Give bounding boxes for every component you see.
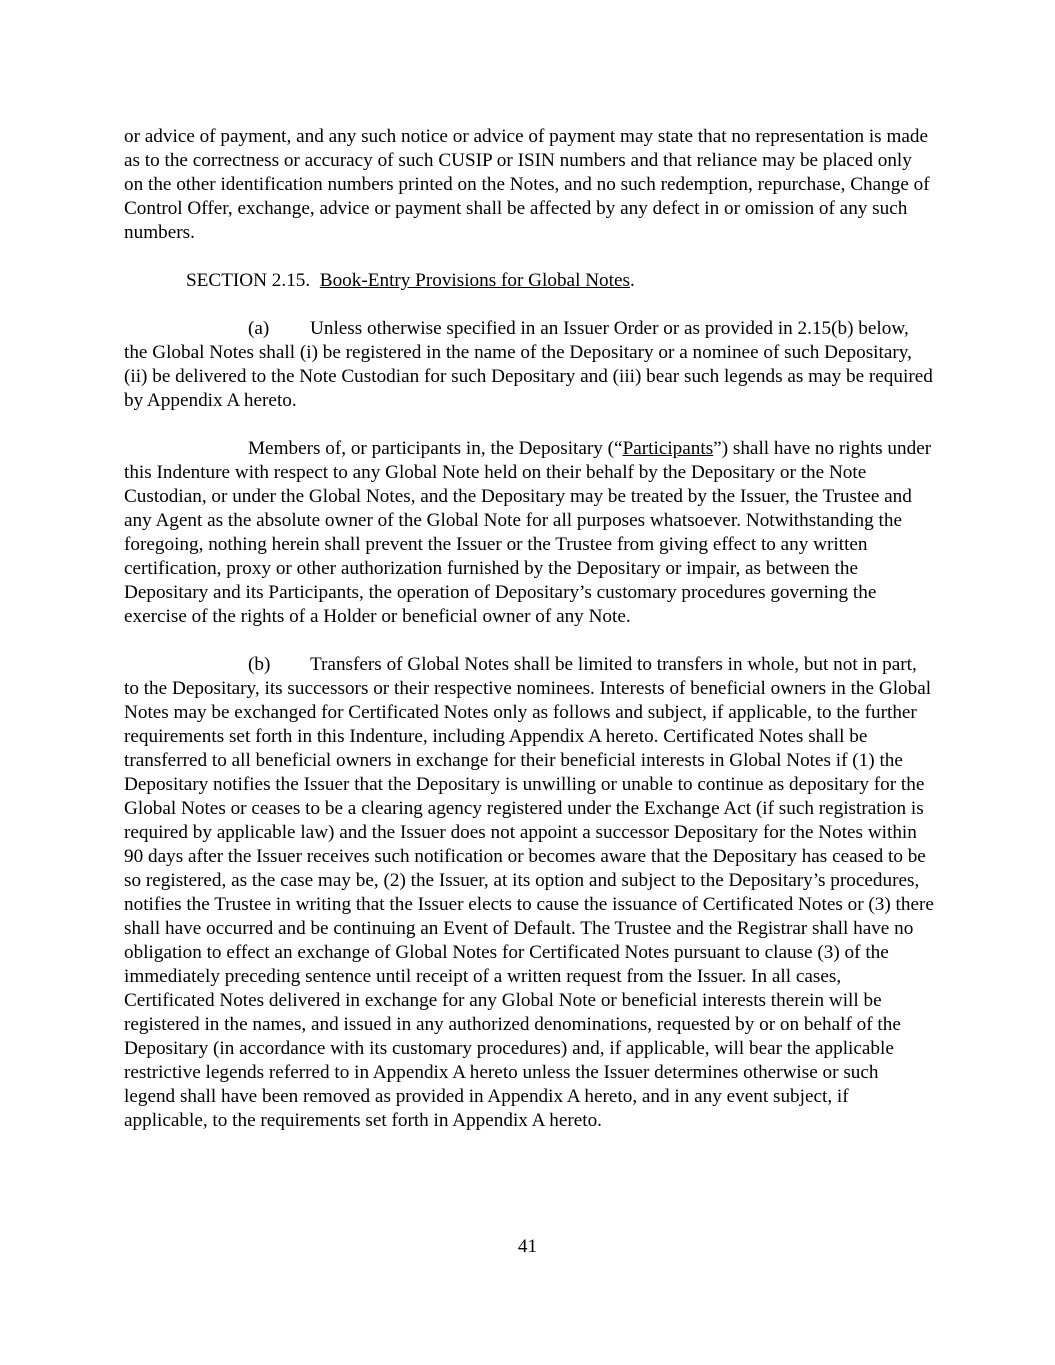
page-number: 41 bbox=[517, 1236, 538, 1257]
subsection-a-text: Unless otherwise specified in an Issuer Order or as provided in 2.15(b) below, the Global Notes shall (i) be registered in the name of the Depositary or a nominee of such Depositary, (ii) be delivered to the Note Custodian for such Depositary and (iii) bear such legends as may be required by Appendix A hereto. bbox=[124, 318, 933, 411]
section-number: SECTION 2.15. bbox=[186, 270, 311, 291]
subsection-a bbox=[124, 317, 934, 413]
section-heading bbox=[124, 269, 934, 293]
subsection-b bbox=[124, 653, 934, 1133]
participants-text-after: ”) shall have no rights under this Indenture with respect to any Global Note held on their behalf by the Depositary or the Note Custodian, or under the Global Notes, and the Depositary may be treated by the Issuer, the Trustee and any Agent as the absolute owner of the Global Note for all purposes whatsoever. Notwithstanding the foregoing, nothing herein shall prevent the Issuer or the Trustee from giving effect to any written certification, proxy or other authorization furnished by the Depositary or impair, as between the Depositary and its Participants, the operation of Depositary’s customary procedures governing the exercise of the rights of a Holder or beneficial owner of any Note. bbox=[124, 438, 932, 627]
participants-text-before: Members of, or participants in, the Depositary (“ bbox=[248, 438, 623, 459]
subsection-b-marker: (b) bbox=[248, 654, 271, 675]
subsection-b-text: Transfers of Global Notes shall be limited to transfers in whole, but not in part, to the Depositary, its successors or their respective nominees. Interests of beneficial owners in the Global Notes may be exchanged for Certificated Notes only as follows and subject, if applicable, to the further requirements set forth in this Indenture, including Appendix A hereto. Certificated Notes shall be transferred to all beneficial owners in exchange for their beneficial interests in Global Notes if (1) the Depositary notifies the Issuer that the Depositary is unwilling or unable to continue as depositary for the Global Notes or ceases to be a clearing agency registered under the Exchange Act (if such registration is required by applicable law) and the Issuer does not appoint a successor Depositary for the Notes within 90 days after the Issuer receives such notification or becomes aware that the Depositary has ceased to be so registered, as the case may be, (2) the Issuer, at its option and subject to the Depositary’s procedures, notifies the Trustee in writing that the Issuer elects to cause the issuance of Certificated Notes or (3) there shall have occurred and be continuing an Event of Default. The Trustee and the Registrar shall have no obligation to effect an exchange of Global Notes for Certificated Notes pursuant to clause (3) of the immediately preceding sentence until receipt of a written request from the Issuer. In all cases, Certificated Notes delivered in exchange for any Global Note or beneficial interests therein will be registered in the names, and issued in any authorized denominations, requested by or on behalf of the Depositary (in accordance with its customary procedures) and, if applicable, will bear the applicable restrictive legends referred to in Appendix A hereto unless the Issuer determines otherwise or such legend shall have been removed as provided in Appendix A hereto, and in any event subject, if applicable, to the requirements set forth in Appendix A hereto. bbox=[124, 654, 934, 1131]
continued-paragraph: or advice of payment, and any such notice or advice of payment may state that no representation is made as to the correctness or accuracy of such CUSIP or ISIN numbers and that reliance may be placed only on the other identification numbers printed on the Notes, and no such redemption, repurchase, Change of Control Offer, exchange, advice or payment shall be affected by any defect in or omission of any such numbers. bbox=[124, 126, 930, 243]
document-page bbox=[124, 125, 934, 1157]
participants-paragraph bbox=[124, 437, 934, 629]
subsection-a-marker: (a) bbox=[248, 318, 270, 339]
section-title: Book-Entry Provisions for Global Notes bbox=[319, 270, 630, 291]
section-title-period: . bbox=[629, 270, 635, 291]
participants-defined-term: Participants bbox=[622, 438, 714, 459]
